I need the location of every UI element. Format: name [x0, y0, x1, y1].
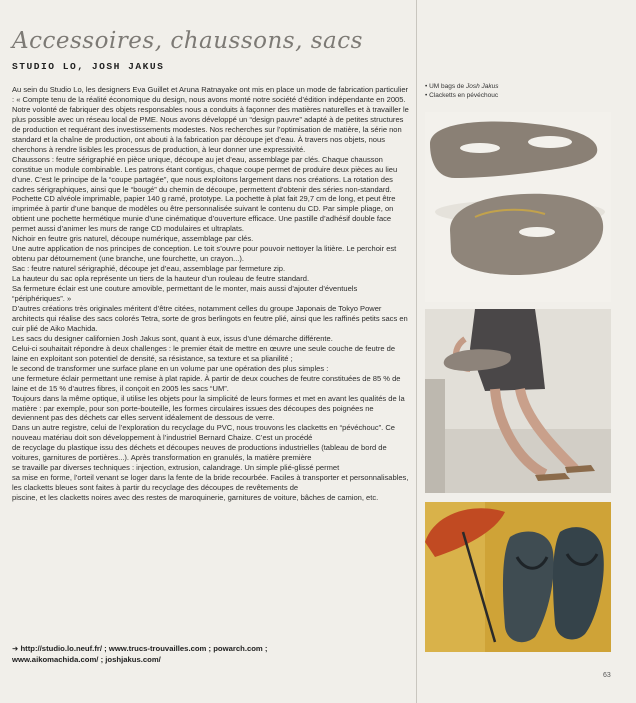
um-bag-flat	[430, 121, 597, 178]
link-arrow-icon: ➜	[12, 644, 19, 653]
paragraph: une fermeture éclair permettant une remise à plat rapide. À partir de deux couches de feutre constituées de 85 % de laine et de 15 % d’autres fibres, il conçoit en 2005 les sacs “UM”.	[12, 373, 401, 393]
paragraph: Sa fermeture éclair est une couture amovible, permettant de le monter, mais aussi d’ajouter d’éventuels “périphériques”. »	[12, 284, 358, 304]
paragraph: Sac : feutre naturel sérigraphié, découpe jet d’eau, assemblage par fermeture zip.	[12, 264, 286, 274]
paragraph: le second de transformer une surface plane en un volume par une opération des plus simples :	[12, 363, 329, 373]
paragraph: D’autres créations très originales méritent d’être citées, notamment celles du groupe Japonais de Tokyo Power architects qui réalise des sacs colorés Tetra, sorte de gros berlingots en feutre plié, ainsi que les raffinés petits sacs en cuir plié de Aiko Machida.	[12, 303, 408, 333]
paragraph: Toujours dans la même optique, il utilise les objets pour la simplicité de leurs formes et met en avant les qualités de la matière : par exemple, pour son porte-bouteille, les formes circulaires issues des découpes des poignées ne deviennent pas des déchets car elles servent idéalement de dessous de verre.	[12, 393, 405, 423]
paragraph: Nichoir en feutre gris naturel, découpe numérique, assemblage par clés.	[12, 234, 254, 244]
paragraph: sa mise en forme, l’orteil venant se loger dans la fente de la bride recourbée. Faciles à transporter et personnalisables, les clacketts bleues sont faites à partir du recyclage des découpes de revêtements de	[12, 473, 409, 493]
paragraph: piscine, et les clacketts noires avec des restes de maroquinerie, garnitures de voiture, bâches de camion, etc.	[12, 493, 379, 503]
photo-caption: • UM bags de Josh Jakus • Clacketts en pévéchouc	[425, 83, 499, 99]
web-links-line-1[interactable]: http://studio.lo.neuf.fr/ ; www.trucs-trouvailles.com ; powarch.com ;	[20, 644, 268, 653]
paragraph: Dans un autre registre, celui de l’exploration du recyclage du PVC, nous trouvons les clacketts en “pévéchouc”. Ce nouveau matériau doit son développement à l’industriel Bernard Chaize. C’est un procédé	[12, 423, 395, 443]
paragraph: Une autre application de nos principes de conception. Le toit s’ouvre pour pouvoir nettoyer la litière. Le perchoir est obtenu par détournement (une branche, une fourchette, un crayon...).	[12, 244, 397, 264]
paragraph: La hauteur du sac opla représente un tiers de la hauteur d’un rouleau de feutre standard.	[12, 274, 310, 284]
paragraph: Celui-ci souhaitait répondre à deux challenges : le premier était de mettre en œuvre une seule couche de feutre de laine en exploitant son potentiel de densité, sa résistance, sa texture et sa plianilité ;	[12, 343, 396, 363]
paragraph: de recyclage du plastique issu des déchets et découpes neuves de productions industrielles (tableau de bord de voitures, garnitures de portières...). Après transformation en granulés, la matière première	[12, 443, 387, 463]
paragraph: se travaille par diverses techniques : injection, extrusion, calandrage. Un simple plié-glissé permet	[12, 463, 340, 473]
paragraph: Les sacs du designer californien Josh Jakus sont, quant à eux, issus d’une démarche différente.	[12, 333, 333, 343]
web-links	[12, 643, 412, 665]
article-body	[12, 85, 410, 503]
paragraph: Pochette CD alvéole imprimable, papier 140 g ramé, prototype. La pochette à plat fait 29,7 cm de long, et peut être imprimée à partir d’une banque de modèles ou être personnalisée suivant le contenu du CD. Par simple pliage, on obtient une pochette hermétique munie d’une cinématique d’ouverture efficace. Une pastille d’adhésif double face permet aussi d’animer les murs de range CD modulaires et ultraplats.	[12, 194, 396, 234]
photo-woman-with-bag	[425, 309, 611, 493]
article-subtitle: STUDIO LO, JOSH JAKUS	[12, 61, 165, 72]
photo-clakketts-umbrella	[425, 502, 611, 652]
paragraph: Au sein du Studio Lo, les designers Eva Guillet et Aruna Ratnayake ont mis en place un mode de fabrication particulier : « Compte tenu de la réalité économique du design, nous avons monté notre société d’édition indépendante en 2005. Notre volonté de fabriquer des objets responsables nous a conduits à façonner des matières naturelles et à travailler le plus possible avec un réseau local de PME. Nous avons développé un “design pauvre” adapté à de petites structures de production et requérant des investissements modestes. Nos recherches sur l’optimisation de matière, la série non standard et la chaîne de production, ont abouti à la fabrication par découpe jet d’eau. À travers nos objets, nous cherchons à rendre lisibles les processus de production, à leur donner une expressivité.	[12, 85, 409, 154]
article-title: Accessoires, chaussons, sacs	[12, 28, 363, 54]
column-divider	[416, 0, 417, 703]
page-number: 63	[603, 672, 611, 679]
paragraph: Chaussons : feutre sérigraphié en pièce unique, découpe au jet d’eau, assemblage par clés. Chaque chausson constitue un module combinable. Les patrons étant contigus, chaque coupe permet de produire deux pièces au lieu d’une. C’est le principe de la “coupe partagée”, que nous exploitons largement dans nos créations. La rotation des cadres sérigraphiques, ainsi que le “bougé” du chemin de découpe, permettent d’obtenir des séries non-standard.	[12, 154, 398, 194]
web-links-line-2[interactable]: www.aikomachida.com/ ; joshjakus.com/	[12, 655, 161, 664]
photo-um-bags	[425, 112, 611, 302]
